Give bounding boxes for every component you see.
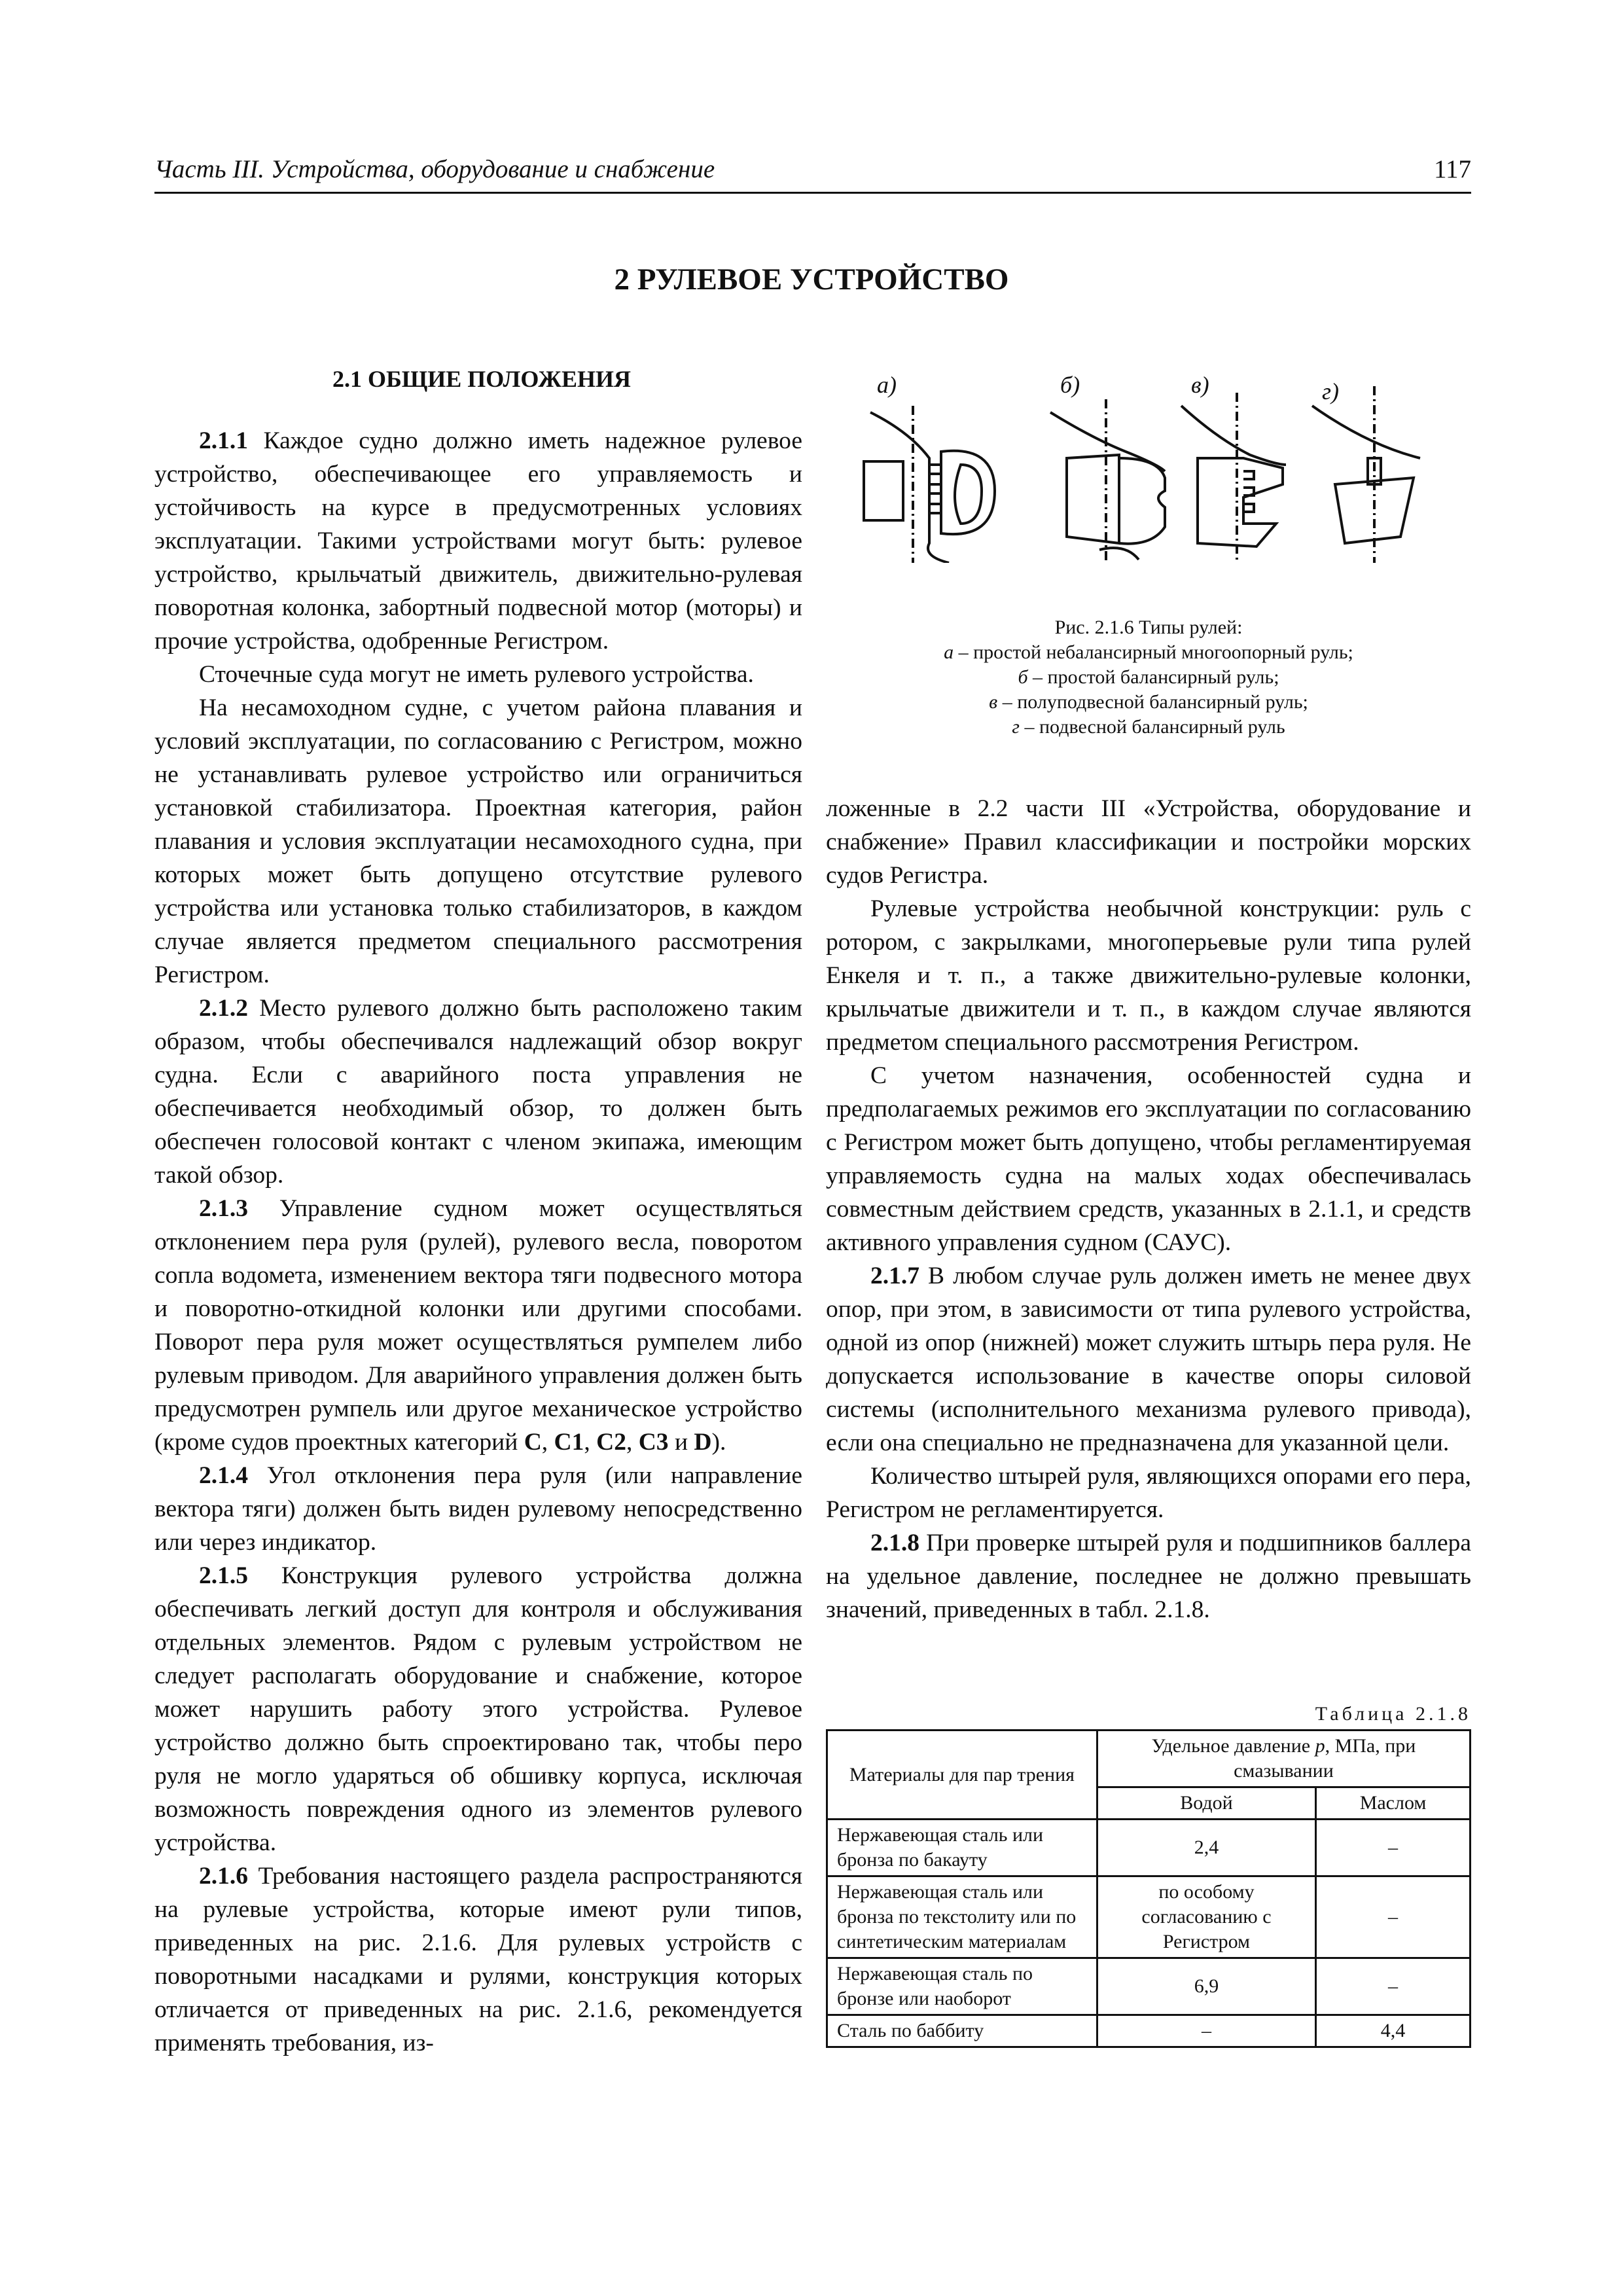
clause-number: 2.1.5 <box>199 1562 248 1589</box>
subsection-title: 2.1 ОБЩИЕ ПОЛОЖЕНИЯ <box>332 366 632 392</box>
paragraph-2-1-7 <box>826 1259 1471 1460</box>
paragraph-text: При проверке штырей руля и подшипников баллера на удельное давление, последнее не должно превышать значений, приведенных в табл. 2.1.8. <box>826 1530 1471 1623</box>
rudder-v-drawing <box>1181 393 1286 563</box>
cell-oil: 4,4 <box>1316 2015 1471 2047</box>
paragraph-text: Требования настоящего раздела распространяются на рулевые устройства, которые имеют рули типов, приведенных на рис. 2.1.6. Для рулевых устройств с поворотными насадками и рулями, конструкция которых отличается от приведенных на рис. 2.1.6, рекомендуется применять требования, из- <box>154 1863 802 2056</box>
clause-number: 2.1.1 <box>199 427 248 454</box>
caption-item-a <box>826 640 1471 665</box>
paragraph-saus: С учетом назначения, особенностей судна и предполагаемых режимов его эксплуатации по согласованию с Регистром может быть допущено, чтобы регламентируемая управляемость судна на малых ходах обеспечивалась совместным действием средств, указанных в 2.1.1, и средств активного управления судном (САУС). <box>826 1062 1471 1256</box>
header-water: Водой <box>1097 1787 1315 1820</box>
rudder-types-figure <box>851 367 1440 563</box>
cell-material: Нержавеющая сталь по бронзе или наоборот <box>827 1958 1097 2015</box>
figure-label-g: г) <box>1322 378 1340 404</box>
paragraph-text: В любом случае руль должен иметь не менее двух опор, при этом, в зависимости от типа рулевого устройства, одной из опор (нижней) может служить штырь пера руля. Не допускается использование в качестве опоры силовой системы (исполнительного механизма рулевого привода), если она специально не предназначена для указанной цели. <box>826 1263 1471 1456</box>
paragraph-2-1-6 <box>154 1859 802 2060</box>
separator: , <box>626 1429 639 1456</box>
cell-oil: – <box>1316 1958 1471 2015</box>
category-c: C <box>524 1429 542 1456</box>
header-oil: Маслом <box>1316 1787 1471 1820</box>
paragraph-text: Место рулевого должно быть расположено таким образом, чтобы обеспечивался надлежащий обзор вокруг судна. Если с аварийного поста управления не обеспечивается необходимый обзор, то должен быть обеспечен голосовой контакт с членом экипажа, имеющим такой обзор. <box>154 995 802 1189</box>
caption-item-v <box>826 690 1471 715</box>
page-number: 117 <box>1433 155 1471 183</box>
right-column <box>826 792 1471 1626</box>
separator: и <box>668 1429 694 1456</box>
caption-text: – подвесной балансирный руль <box>1020 716 1285 738</box>
paragraph-2-1-4 <box>154 1459 802 1559</box>
header-materials: Материалы для пар трения <box>827 1731 1097 1820</box>
caption-title: Рис. 2.1.6 Типы рулей: <box>1054 617 1243 638</box>
header-rule <box>154 192 1471 194</box>
cell-water: – <box>1097 2015 1315 2047</box>
paragraph-2-1-7-b: Количество штырей руля, являющихся опорами его пера, Регистром не регламентируется. <box>826 1463 1471 1523</box>
figure-label-a: а) <box>877 372 897 398</box>
table-row <box>827 1876 1471 1958</box>
clause-number: 2.1.7 <box>870 1263 919 1289</box>
category-c3: C3 <box>638 1429 669 1456</box>
separator: ). <box>711 1429 726 1456</box>
cell-oil: – <box>1316 1820 1471 1876</box>
clause-number: 2.1.6 <box>199 1863 248 1890</box>
category-d: D <box>694 1429 712 1456</box>
caption-letter: в <box>989 691 998 713</box>
figure-label-v: в) <box>1191 372 1209 398</box>
cell-oil: – <box>1316 1876 1471 1958</box>
caption-letter: г <box>1012 716 1020 738</box>
caption-letter: а <box>944 641 954 663</box>
cell-water: 2,4 <box>1097 1820 1315 1876</box>
section-title: 2 РУЛЕВОЕ УСТРОЙСТВО <box>614 262 1009 296</box>
paragraph-text: Каждое судно должно иметь надежное рулевое устройство, обеспечивающее его управляемость и устойчивость на курсе в предусмотренных условиях эксплуатации. Такими устройствами могут быть: рулевое устройство, крыльчатый движитель, движительно-рулевая поворотная колонка, забортный подвесной мотор (моторы) и прочие устройства, одобренные Регистром. <box>154 427 802 655</box>
running-title: Часть III. Устройства, оборудование и снабжение <box>154 155 715 183</box>
table-row <box>827 1820 1471 1876</box>
paragraph-text: Управление судном может осуществляться отклонением пера руля (рулей), рулевого весла, поворотом сопла водомета, изменением вектора тяги подвесного мотора и поворотно-откидной колонки или другими способами. Поворот пера руля может осуществляться румпелем либо рулевым приводом. Для аварийного управления должен быть предусмотрен румпель или другое механическое устройство (кроме судов проектных категорий <box>154 1195 802 1456</box>
left-column <box>154 424 802 2060</box>
clause-number: 2.1.2 <box>199 995 248 1022</box>
category-c1: C1 <box>554 1429 584 1456</box>
paragraph-2-1-1-c: На несамоходном судне, с учетом района плавания и условий эксплуатации, по согласованию с Регистром, можно не устанавливать рулевое устройство или ограничиться установкой стабилизатора. Проектная категория, район плавания и условия эксплуатации несамоходного судна, при которых может быть допущено отсутствие рулевого устройства или установка только стабилизаторов, в каждом случае является предметом специального рассмотрения Регистром. <box>154 694 802 988</box>
cell-material: Сталь по баббиту <box>827 2015 1097 2047</box>
paragraph-2-1-3 <box>154 1192 802 1459</box>
pressure-table <box>826 1729 1471 2048</box>
clause-number: 2.1.3 <box>199 1195 248 1222</box>
caption-text: – простой небалансирный многоопорный руль; <box>954 641 1353 663</box>
paragraph-2-1-1-b: Сточечные суда могут не иметь рулевого устройства. <box>199 661 754 688</box>
cell-water: по особому согласованию с Регистром <box>1097 1876 1315 1958</box>
rudder-g-drawing <box>1312 386 1420 563</box>
caption-text: – простой балансирный руль; <box>1027 666 1279 688</box>
caption-item-b <box>826 665 1471 690</box>
cell-water: 6,9 <box>1097 1958 1315 2015</box>
cell-material: Нержавеющая сталь или бронза по текстолиту или по синтетическим материалам <box>827 1876 1097 1958</box>
paragraph-2-1-2 <box>154 992 802 1192</box>
paragraph-text: Конструкция рулевого устройства должна обеспечивать легкий доступ для контроля и обслуживания отдельных элементов. Рядом с рулевым устройством не следует располагать оборудование и снабжение, которое может нарушить работу этого устройства. Рулевое устройство должно быть спроектировано так, чтобы перо руля не могло ударяться об обшивку корпуса, исключая возможность повреждения одного из элементов рулевого устройства. <box>154 1562 802 1856</box>
caption-letter: б <box>1018 666 1028 688</box>
caption-item-g <box>826 715 1471 740</box>
caption-text: – полуподвесной балансирный руль; <box>997 691 1308 713</box>
category-c2: C2 <box>596 1429 626 1456</box>
figure-label-b: б) <box>1060 372 1080 398</box>
rudder-a-drawing <box>864 406 995 563</box>
paragraph-2-1-5 <box>154 1559 802 1859</box>
clause-number: 2.1.4 <box>199 1462 248 1489</box>
separator: , <box>584 1429 597 1456</box>
paragraph-text: Угол отклонения пера руля (или направление вектора тяги) должен быть виден рулевому непосредственно или через индикатор. <box>154 1462 802 1556</box>
paragraph-2-1-6-cont: ложенные в 2.2 части III «Устройства, оборудование и снабжение» Правил классификации и постройки морских судов Регистра. <box>826 795 1471 889</box>
figure-caption <box>826 615 1471 740</box>
cell-material: Нержавеющая сталь или бронза по бакауту <box>827 1820 1097 1876</box>
paragraph-2-1-1 <box>154 424 802 658</box>
header-pressure-text: , МПа, при смазывании <box>1234 1735 1416 1782</box>
table-caption: Таблица 2.1.8 <box>1315 1703 1471 1725</box>
table-row <box>827 1958 1471 2015</box>
paragraph-2-1-8 <box>826 1526 1471 1626</box>
header-pressure <box>1097 1731 1470 1787</box>
header-pressure-text: Удельное давление <box>1151 1735 1315 1757</box>
rudder-b-drawing <box>1050 399 1165 563</box>
paragraph-unusual-rudders: Рулевые устройства необычной конструкции: руль с ротором, с закрылками, многоперьевые рули типа рулей Енкеля и т. п., а также движительно-рулевые колонки, крыльчатые движители и т. п., в каждом случае являются предметом специального рассмотрения Регистром. <box>826 895 1471 1056</box>
table-row <box>827 2015 1471 2047</box>
separator: , <box>541 1429 554 1456</box>
header-pressure-symbol: p <box>1315 1735 1325 1757</box>
clause-number: 2.1.8 <box>870 1530 919 1556</box>
